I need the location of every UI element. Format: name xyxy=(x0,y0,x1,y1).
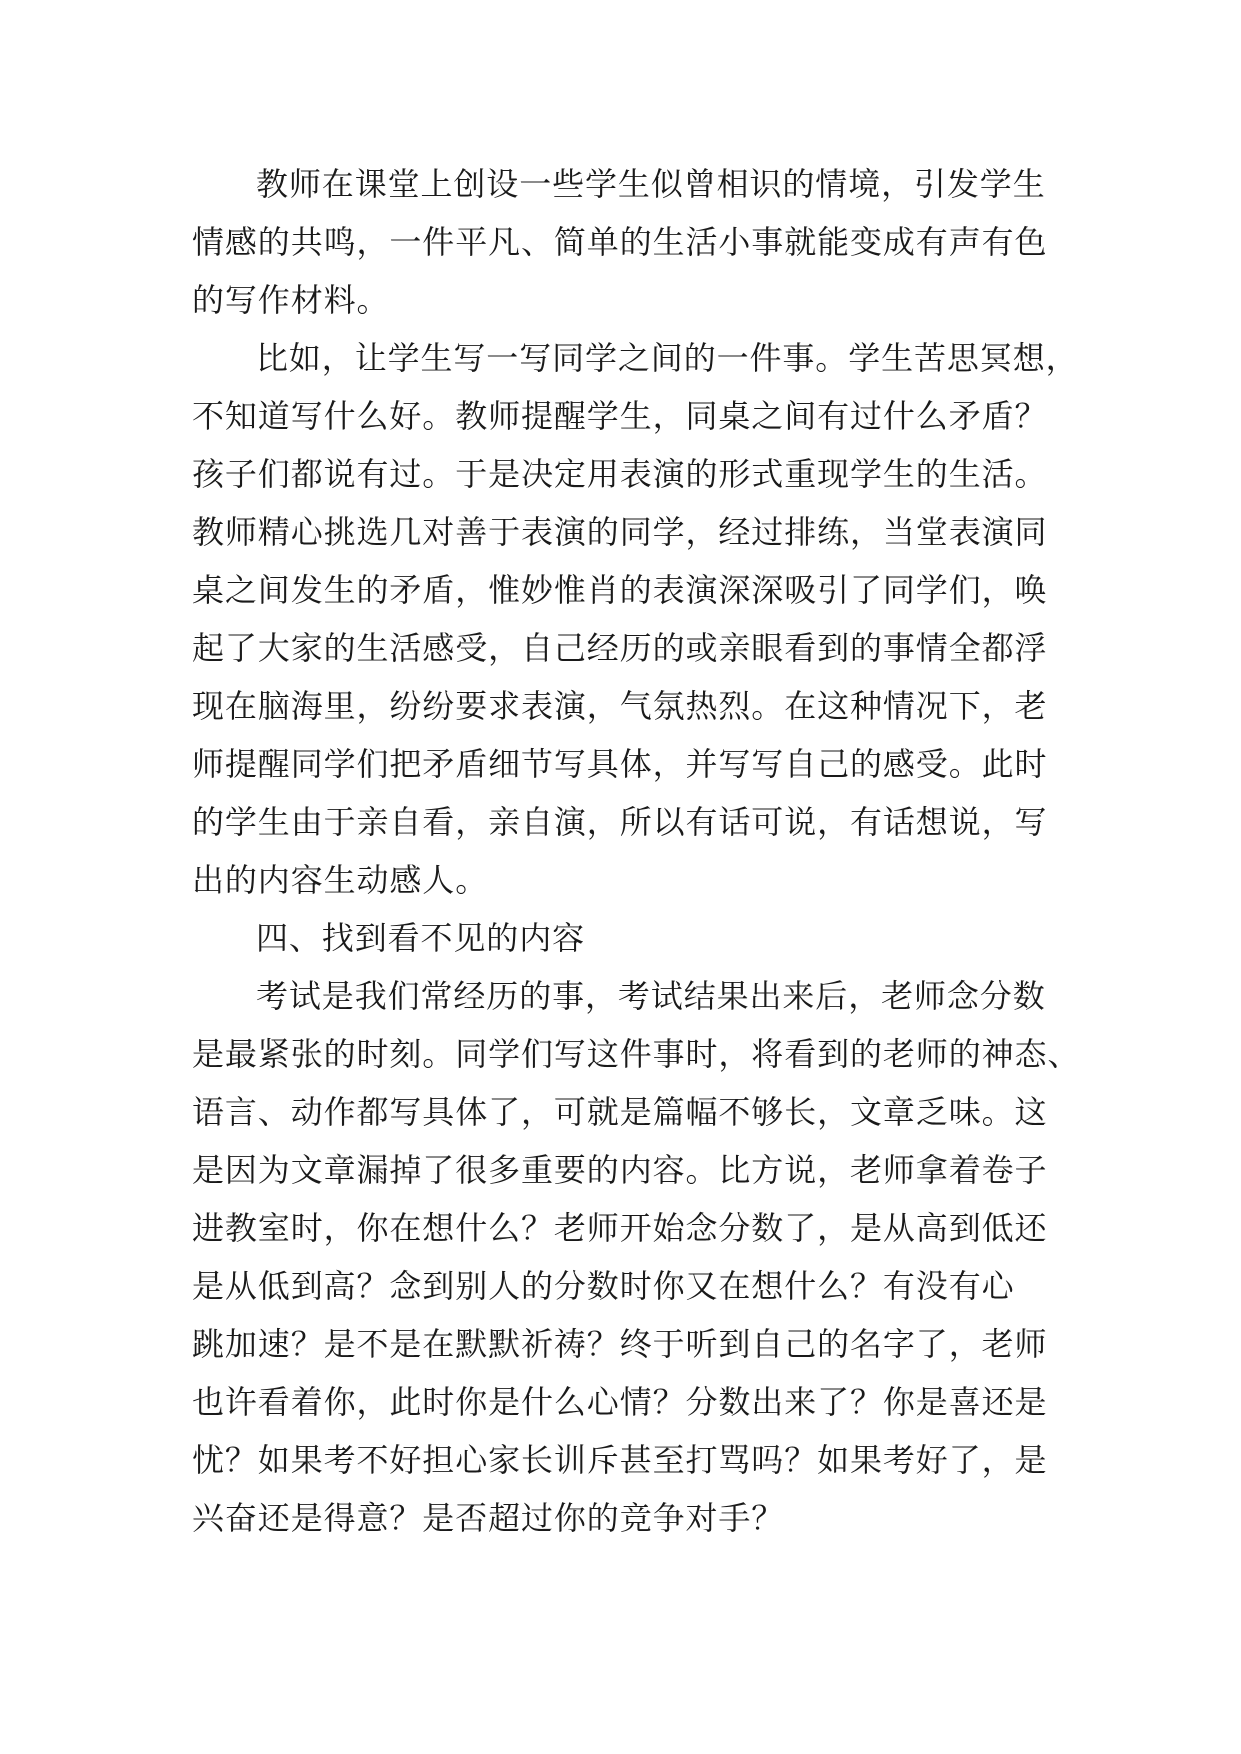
paragraph-line: 兴奋还是得意？是否超过你的竞争对手？ xyxy=(192,1499,785,1537)
paragraph-line: 跳加速？是不是在默默祈祷？终于听到自己的名字了，老师 xyxy=(192,1325,1048,1363)
paragraph-line: 情感的共鸣，一件平凡、简单的生活小事就能变成有声有色 xyxy=(192,223,1048,261)
paragraph-line: 考试是我们常经历的事，考试结果出来后，老师念分数 xyxy=(256,977,1046,1015)
paragraph-line: 是最紧张的时刻。同学们写这件事时，将看到的老师的神态、 xyxy=(192,1035,1081,1073)
paragraph-line: 忧？如果考不好担心家长训斥甚至打骂吗？如果考好了，是 xyxy=(192,1441,1048,1479)
paragraph-line: 比如，让学生写一写同学之间的一件事。学生苦思冥想， xyxy=(256,339,1079,377)
section-heading: 四、找到看不见的内容 xyxy=(256,919,586,957)
paragraph-line: 现在脑海里，纷纷要求表演，气氛热烈。在这种情况下，老 xyxy=(192,687,1048,725)
paragraph-line: 出的内容生动感人。 xyxy=(192,861,489,899)
paragraph-line: 师提醒同学们把矛盾细节写具体，并写写自己的感受。此时 xyxy=(192,745,1048,783)
paragraph-line: 语言、动作都写具体了，可就是篇幅不够长，文章乏味。这 xyxy=(192,1093,1048,1131)
paragraph-line: 的学生由于亲自看，亲自演，所以有话可说，有话想说，写 xyxy=(192,803,1048,841)
paragraph-line: 是从低到高？念到别人的分数时你又在想什么？有没有心 xyxy=(192,1267,1015,1305)
paragraph-line: 进教室时，你在想什么？老师开始念分数了，是从高到低还 xyxy=(192,1209,1048,1247)
paragraph-line: 起了大家的生活感受，自己经历的或亲眼看到的事情全都浮 xyxy=(192,629,1048,667)
paragraph-line: 的写作材料。 xyxy=(192,281,390,319)
paragraph-line: 孩子们都说有过。于是决定用表演的形式重现学生的生活。 xyxy=(192,455,1048,493)
paragraph-line: 也许看着你，此时你是什么心情？分数出来了？你是喜还是 xyxy=(192,1383,1048,1421)
paragraph-line: 是因为文章漏掉了很多重要的内容。比方说，老师拿着卷子 xyxy=(192,1151,1048,1189)
paragraph-line: 桌之间发生的矛盾，惟妙惟肖的表演深深吸引了同学们，唤 xyxy=(192,571,1048,609)
paragraph-line: 教师在课堂上创设一些学生似曾相识的情境，引发学生 xyxy=(256,165,1046,203)
paragraph-line: 不知道写什么好。教师提醒学生，同桌之间有过什么矛盾？ xyxy=(192,397,1048,435)
paragraph-line: 教师精心挑选几对善于表演的同学，经过排练，当堂表演同 xyxy=(192,513,1048,551)
